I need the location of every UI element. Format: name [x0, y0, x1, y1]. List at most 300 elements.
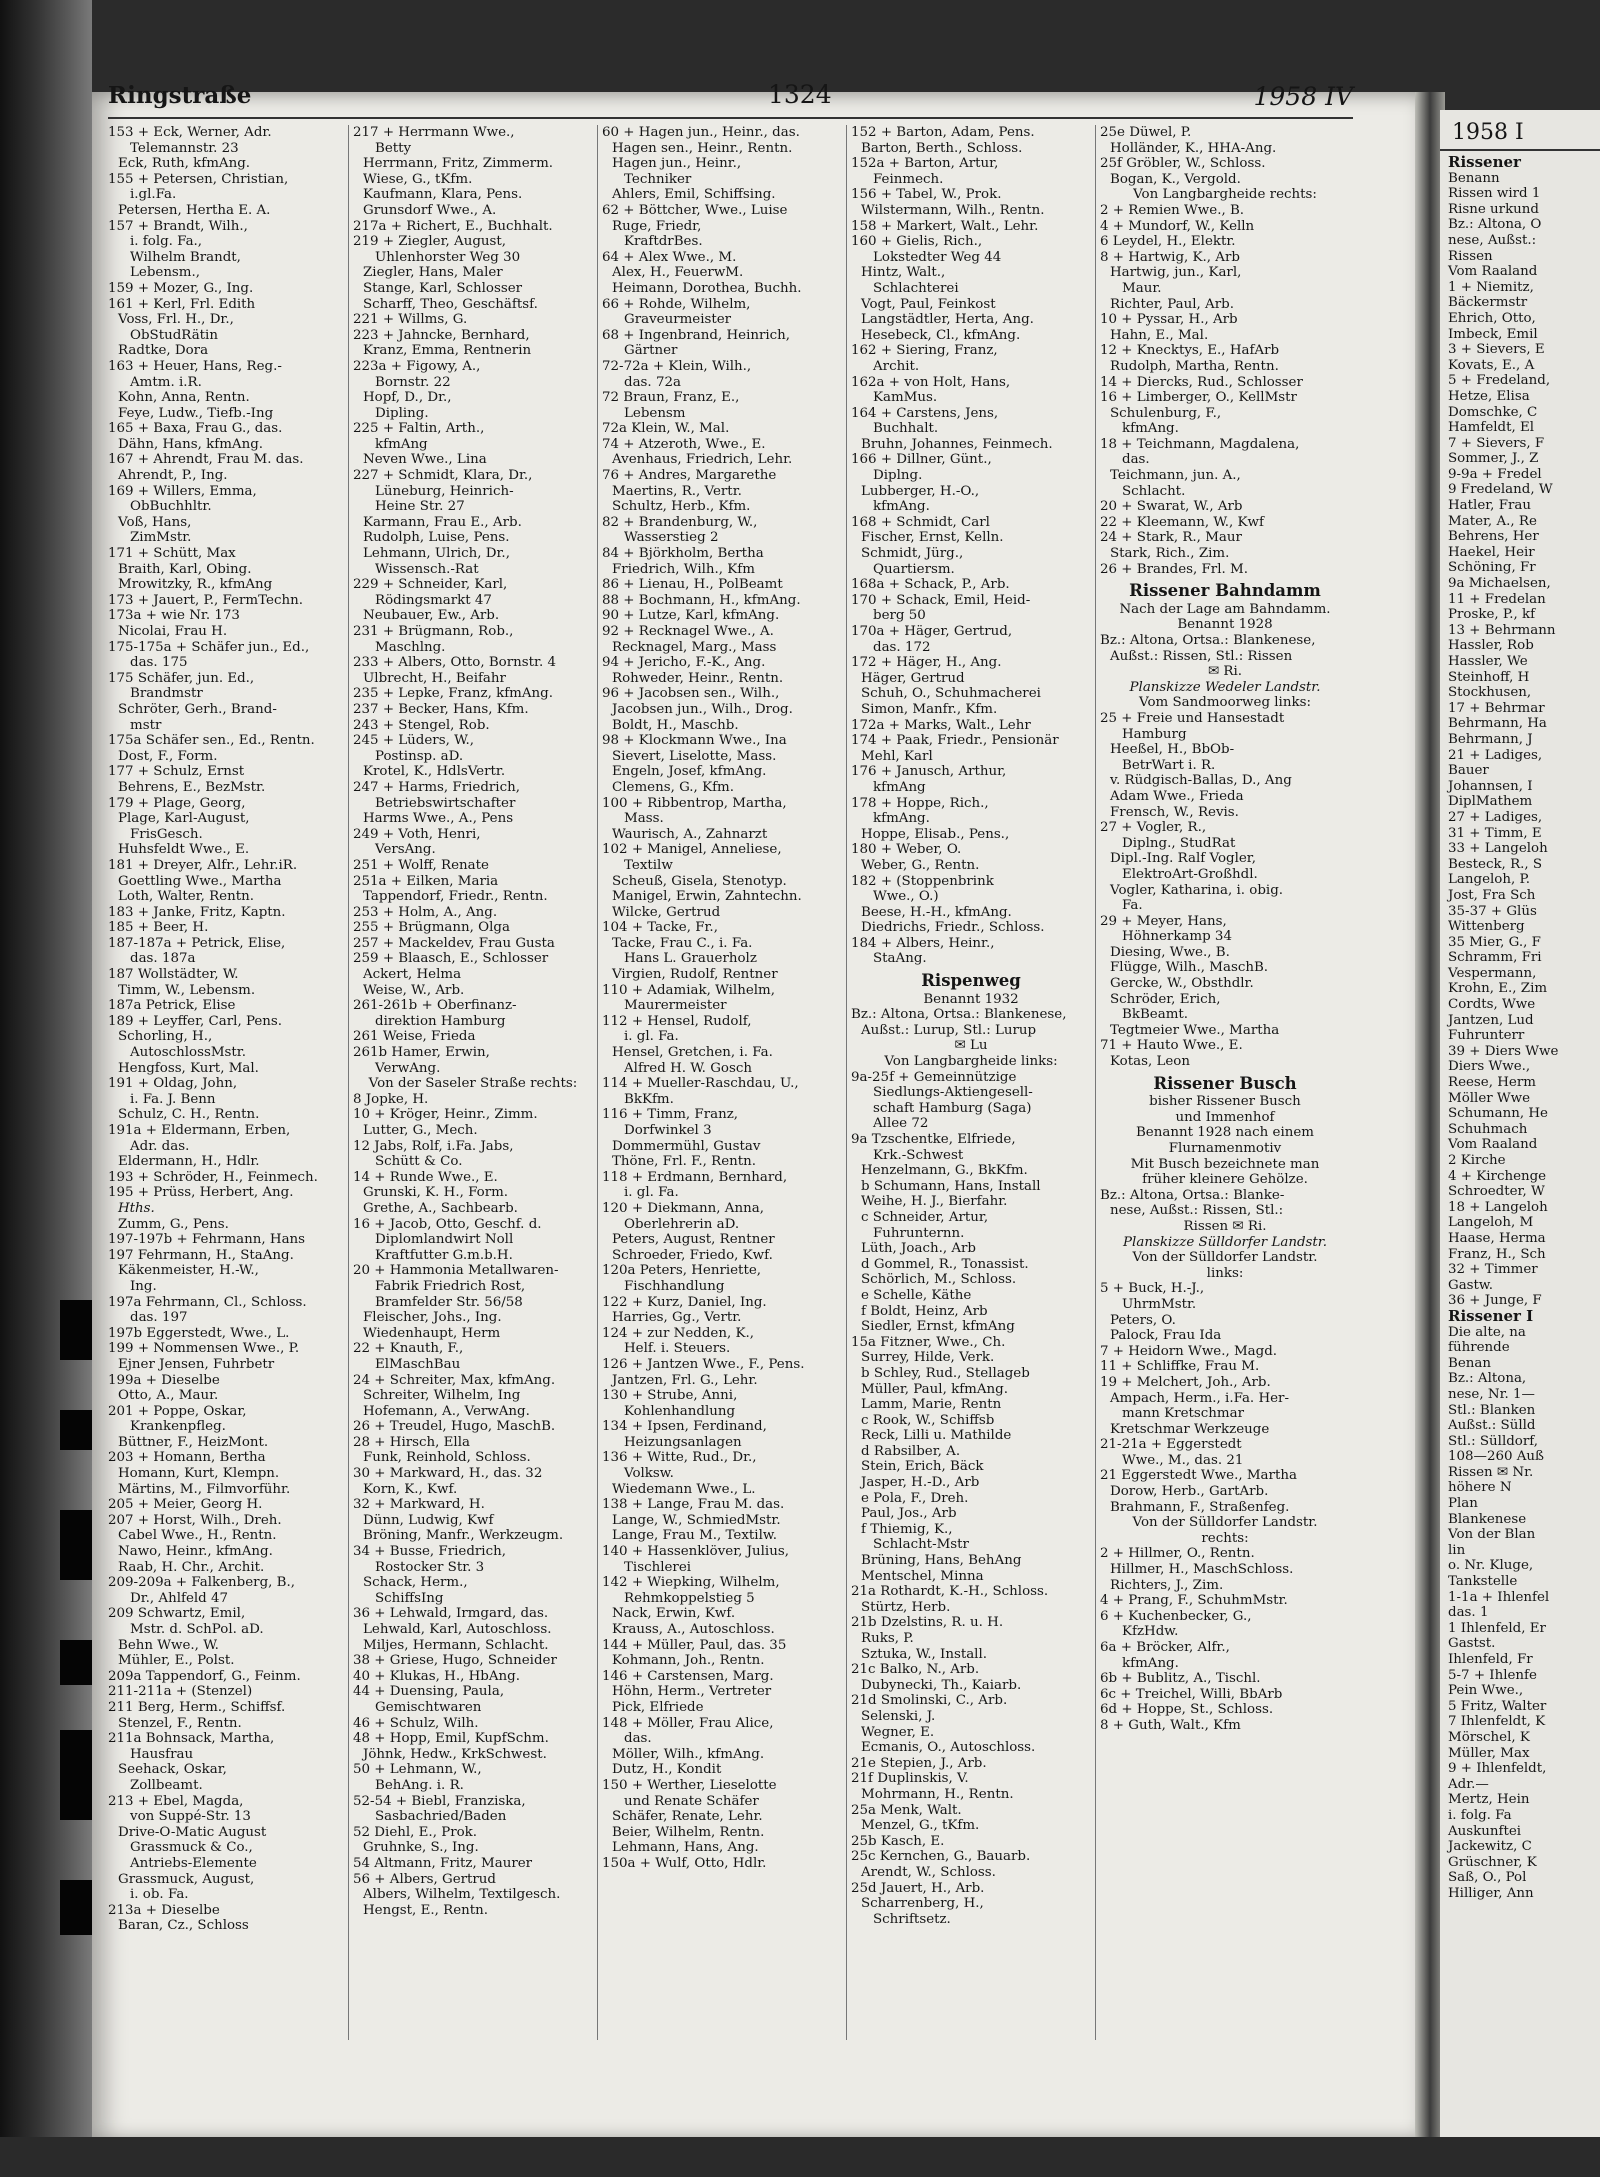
directory-entry: 100 + Ribbentrop, Martha, [602, 795, 787, 811]
directory-entry: Krauss, A., Autoschloss. [612, 1622, 775, 1637]
directory-entry: Müller, Paul, kfmAng. [861, 1381, 1008, 1397]
directory-entry: direktion Hamburg [375, 1013, 506, 1029]
directory-entry: Nicolai, Frau H. [118, 624, 228, 639]
directory-entry: Lutter, G., Mech. [363, 1123, 478, 1138]
directory-entry: Dorfwinkel 3 [624, 1123, 712, 1138]
directory-entry: Friedrich, Wilh., Kfm [612, 561, 755, 577]
directory-entry: das. 187a [130, 951, 196, 967]
page-number: 1324 [768, 80, 832, 109]
directory-entry: 21-21a + Eggerstedt [1100, 1437, 1242, 1453]
directory-entry: Flügge, Wilh., MaschB. [1110, 960, 1269, 976]
section-note: ✉ Ri. [1207, 664, 1243, 680]
directory-entry: Techniker [624, 171, 692, 187]
directory-entry: Kranz, Emma, Rentnerin [363, 343, 532, 359]
directory-entry: b Schley, Rud., Stellageb [861, 1365, 1030, 1381]
directory-entry: ObStudRätin [130, 327, 218, 343]
directory-entry: Hoppe, Elisab., Pens., [861, 826, 1010, 842]
column-divider [348, 125, 349, 2040]
directory-entry: Diedrichs, Friedr., Schloss. [861, 920, 1045, 936]
directory-entry: Märtins, M., Filmvorführ. [118, 1481, 291, 1497]
directory-entry: nese, Nr. 1— [1448, 1386, 1535, 1402]
directory-entry: Lamm, Marie, Rentn [861, 1397, 1002, 1413]
directory-entry: 8 + Guth, Walt., Kfm [1100, 1717, 1241, 1733]
directory-entry: Kaufmann, Klara, Pens. [363, 187, 523, 203]
directory-entry: Benann [1448, 170, 1500, 186]
directory-entry: 4 + Kirchenge [1448, 1168, 1547, 1184]
directory-entry: Mater, A., Re [1448, 513, 1537, 529]
directory-entry: Grunski, K. H., Form. [363, 1185, 509, 1201]
directory-entry: Proske, P., kf [1448, 607, 1536, 623]
directory-entry: AutoschlossMstr. [130, 1045, 246, 1061]
directory-entry: Goettling Wwe., Martha [118, 873, 282, 889]
directory-entry: nese, Außst.: Rissen, Stl.: [1110, 1203, 1284, 1219]
directory-entry: Braith, Karl, Obing. [118, 561, 252, 577]
section-note: Von der Saseler Straße rechts: [368, 1076, 578, 1092]
directory-entry: 32 + Markward, H. [353, 1497, 485, 1513]
directory-entry: Lubberger, H.-O., [861, 483, 980, 499]
directory-entry: Schulz, C. H., Rentn. [118, 1107, 260, 1123]
directory-entry: Hatler, Frau [1448, 498, 1531, 514]
directory-entry: Außst.: Lurup, Stl.: Lurup [861, 1022, 1037, 1038]
directory-entry: 209a Tappendorf, G., Feinm. [108, 1668, 301, 1684]
directory-entry: Tankstelle [1448, 1574, 1518, 1590]
directory-entry: Stark, Rich., Zim. [1110, 546, 1230, 562]
directory-entry: Wegner, E. [861, 1724, 935, 1740]
directory-entry: Schultz, Herb., Kfm. [612, 499, 751, 515]
directory-entry: Auskunftei [1448, 1823, 1522, 1839]
directory-entry: Stl.: Sülldorf, [1448, 1433, 1538, 1449]
directory-entry: kfmAng. [1122, 1655, 1179, 1671]
directory-entry: Timm, W., Lebensm. [118, 982, 256, 998]
directory-entry: Weber, G., Rentn. [861, 857, 980, 873]
directory-entry: Feinmech. [873, 171, 944, 187]
directory-entry: Bz.: Altona, Ortsa.: Blankenese, [851, 1007, 1067, 1023]
directory-entry: Plan [1448, 1496, 1478, 1512]
directory-entry: Lüneburg, Heinrich- [375, 483, 514, 499]
directory-entry: 12 Jabs, Rolf, i.Fa. Jabs, [353, 1138, 514, 1154]
directory-entry: 30 + Markward, H., das. 32 [353, 1466, 543, 1482]
directory-entry: 211a Bohnsack, Martha, [108, 1731, 275, 1747]
directory-entry: Siedler, Ernst, kfmAng [861, 1319, 1015, 1335]
directory-entry: Ejner Jensen, Fuhrbetr [118, 1356, 275, 1372]
directory-entry: Loth, Walter, Rentn. [118, 889, 254, 905]
directory-entry: Schmidt, Jürg., [861, 546, 964, 562]
directory-entry: Hillmer, H., MaschSchloss. [1110, 1562, 1294, 1578]
directory-entry: mstr [130, 717, 162, 733]
directory-entry: 66 + Rohde, Wilhelm, [602, 296, 751, 312]
directory-entry: 159 + Mozer, G., Ing. [108, 280, 254, 296]
directory-entry: Feye, Ludw., Tiefb.-Ing [118, 405, 274, 421]
directory-entry: Möller, Wilh., kfmAng. [612, 1746, 765, 1762]
directory-entry: Heimann, Dorothea, Buchh. [612, 280, 802, 296]
directory-entry: 31 + Timm, E [1448, 825, 1542, 841]
directory-entry: 6 + Kuchenbecker, G., [1100, 1608, 1252, 1624]
directory-entry: ObBuchhltr. [130, 499, 212, 515]
directory-entry: Fabrik Friedrich Rost, [375, 1278, 526, 1294]
directory-entry: Raab, H. Chr., Archit. [118, 1559, 265, 1575]
directory-entry: Uhlenhorster Weg 30 [375, 249, 521, 265]
directory-entry: Bäckermstr [1448, 295, 1528, 311]
directory-entry: Höhnerkamp 34 [1122, 929, 1232, 945]
directory-entry: Clemens, G., Kfm. [612, 779, 734, 795]
directory-entry: Surrey, Hilde, Verk. [861, 1350, 995, 1366]
directory-entry: Antriebs-Elemente [130, 1855, 257, 1871]
directory-entry: Fuhrunterr [1448, 1028, 1525, 1044]
directory-entry: Fischer, Ernst, Kelln. [861, 530, 1004, 546]
directory-entry: FrisGesch. [130, 826, 203, 842]
directory-entry: Jackewitz, C [1448, 1839, 1532, 1855]
directory-entry: Rödingsmarkt 47 [375, 592, 492, 608]
directory-entry: Wittenberg [1448, 919, 1525, 935]
directory-entry: Maur. [1122, 280, 1162, 296]
directory-entry: Ruks, P. [861, 1631, 914, 1646]
directory-entry: 21b Dzelstins, R. u. H. [851, 1615, 1004, 1631]
directory-entry: 231 + Brügmann, Rob., [353, 624, 514, 639]
directory-entry: 156 + Tabel, W., Prok. [851, 187, 1002, 203]
directory-entry: Neven Wwe., Lina [363, 452, 487, 468]
directory-entry: 120a Peters, Henriette, [602, 1263, 762, 1279]
directory-entry: 5 + Fredeland, [1448, 373, 1551, 389]
directory-entry: 175 Schäfer, jun. Ed., [108, 670, 255, 686]
directory-entry: 209-209a + Falkenberg, B., [108, 1575, 296, 1591]
directory-entry: 17 + Behrmar [1448, 700, 1545, 716]
directory-entry: 9 + Ihlenfeldt, [1448, 1761, 1547, 1777]
directory-entry: Dubynecki, Th., Kaiarb. [861, 1677, 1022, 1693]
directory-entry: 164 + Carstens, Jens, [851, 405, 999, 421]
directory-entry: BetrWart i. R. [1122, 757, 1216, 773]
directory-entry: Schroeder, Friedo, Kwf. [612, 1247, 773, 1263]
section-note: Vom Sandmoorweg links: [1139, 695, 1311, 711]
directory-entry: 195 + Prüss, Herbert, Ang. [108, 1185, 294, 1201]
directory-entry: Stl.: Blanken [1448, 1402, 1536, 1418]
directory-entry: 142 + Wiepking, Wilhelm, [602, 1575, 780, 1591]
directory-entry: c Schneider, Artur, [861, 1209, 989, 1225]
directory-entry: ZimMstr. [130, 530, 192, 546]
directory-entry: Schreiter, Wilhelm, Ing [363, 1388, 521, 1404]
directory-entry: Kohn, Anna, Rentn. [118, 390, 250, 406]
directory-entry: Schramm, Fri [1448, 950, 1542, 966]
directory-entry: 205 + Meier, Georg H. [108, 1497, 263, 1513]
directory-entry: Telemannstr. 23 [130, 140, 239, 156]
directory-entry: Diesing, Wwe., B. [1110, 944, 1230, 960]
section-note: Flurnamenmotiv [1168, 1141, 1282, 1156]
directory-entry: Schriftsetz. [873, 1911, 951, 1927]
directory-entry: Domschke, C [1448, 404, 1538, 420]
directory-entry: 126 + Jantzen Wwe., F., Pens. [602, 1356, 805, 1372]
directory-entry: Stange, Karl, Schlosser [363, 280, 523, 296]
directory-entry: ElMaschBau [375, 1356, 461, 1372]
directory-entry: Hamburg [1122, 726, 1187, 742]
street-heading: Rissener I [1448, 1306, 1534, 1325]
directory-entry: 247 + Harms, Friedrich, [353, 779, 520, 795]
directory-entry: Kretschmar Werkzeuge [1110, 1421, 1270, 1437]
directory-entry: Fuhrunternn. [873, 1225, 965, 1241]
directory-entry: 221 + Willms, G. [353, 312, 468, 328]
directory-entry: Zumm, G., Pens. [118, 1216, 229, 1232]
directory-entry: Schöning, Fr [1448, 560, 1536, 576]
directory-entry: 5-7 + Ihlenfe [1448, 1667, 1537, 1683]
directory-entry: Menzel, G., tKfm. [861, 1818, 980, 1834]
directory-entry: Lokstedter Weg 44 [873, 249, 1002, 265]
directory-entry: Brüning, Hans, BehAng [861, 1553, 1022, 1569]
directory-entry: Schlacht. [1122, 483, 1186, 499]
directory-entry: Wilstermann, Wilh., Rentn. [861, 202, 1045, 218]
directory-entry: Brahmann, F., Straßenfeg. [1110, 1499, 1290, 1515]
directory-entry: Möller Wwe [1448, 1090, 1531, 1106]
directory-entry: Wiese, G., tKfm. [363, 171, 473, 187]
directory-entry: 197a Fehrmann, Cl., Schloss. [108, 1294, 307, 1310]
directory-entry: Stenzel, F., Rentn. [118, 1715, 242, 1731]
directory-entry: 9a Michaelsen, [1448, 576, 1551, 592]
right-page-rule [1440, 149, 1600, 151]
directory-entry: 25b Kasch, E. [851, 1833, 945, 1849]
directory-entry: 2 + Hillmer, O., Rentn. [1100, 1546, 1255, 1562]
directory-entry: Vom Raaland [1448, 264, 1538, 280]
directory-entry: 209 Schwartz, Emil, [108, 1606, 246, 1622]
directory-entry: 27 + Vogler, R., [1100, 820, 1207, 836]
directory-entry: 48 + Hopp, Emil, KupfSchm. [353, 1731, 549, 1747]
directory-entry: 36 + Junge, F [1448, 1293, 1542, 1309]
directory-entry: 9-9a + Fredel [1448, 466, 1542, 482]
section-note: rechts: [1201, 1530, 1249, 1546]
directory-entry: Seehack, Oskar, [118, 1762, 227, 1778]
directory-entry: Hahn, E., Mal. [1110, 327, 1209, 343]
directory-entry: 74 + Atzeroth, Wwe., E. [602, 436, 766, 452]
directory-entry: 72a Klein, W., Mal. [602, 421, 730, 437]
directory-entry: 213 + Ebel, Magda, [108, 1793, 244, 1809]
directory-entry: Lüth, Joach., Arb [861, 1241, 976, 1257]
directory-entry: mann Kretschmar [1122, 1406, 1244, 1422]
directory-entry: Diplomlandwirt Noll [375, 1232, 514, 1248]
directory-entry: Bröning, Manfr., Werkzeugm. [363, 1528, 564, 1544]
directory-entry: das. [1122, 452, 1150, 468]
directory-entry: 104 + Tacke, Fr., [602, 920, 718, 936]
directory-entry: 257 + Mackeldev, Frau Gusta [353, 935, 555, 951]
directory-entry: 68 + Ingenbrand, Heinrich, [602, 327, 791, 343]
directory-entry: Stein, Erich, Bäck [861, 1459, 984, 1475]
directory-entry: das. 175 [130, 655, 188, 671]
directory-entry: Eldermann, H., Hdlr. [118, 1154, 260, 1170]
directory-entry: Hths. [118, 1200, 155, 1216]
directory-entry: f Boldt, Heinz, Arb [861, 1303, 988, 1319]
directory-entry: Bz.: Altona, O [1448, 217, 1542, 233]
directory-entry: Holländer, K., HHA-Ang. [1110, 140, 1277, 156]
directory-entry: Betriebswirtschafter [375, 795, 516, 811]
directory-entry: Hintz, Walt., [861, 265, 946, 281]
directory-entry: 76 + Andres, Margarethe [602, 468, 777, 484]
directory-entry: 134 + Ipsen, Ferdinand, [602, 1419, 767, 1435]
directory-entry: 187 Wollstädter, W. [108, 967, 239, 983]
directory-entry: Krotel, K., HdlsVertr. [363, 764, 506, 780]
directory-entry: 1-1a + Ihlenfel [1448, 1589, 1550, 1605]
page-year: 1958 IV [1253, 82, 1353, 111]
directory-entry: Bz.: Altona, Ortsa.: Blankenese, [1100, 633, 1316, 648]
directory-entry: 245 + Lüders, W., [353, 733, 475, 749]
right-page [1440, 110, 1600, 2140]
directory-entry: 146 + Carstensen, Marg. [602, 1668, 774, 1684]
directory-entry: 7 + Sievers, F [1448, 435, 1545, 451]
directory-entry: Adr.— [1448, 1776, 1489, 1792]
directory-entry: 199 + Nommensen Wwe., P. [108, 1341, 300, 1357]
directory-entry: Heine Str. 27 [375, 499, 465, 515]
directory-entry: Höhn, Herm., Vertreter [612, 1684, 772, 1700]
directory-entry: Grethe, A., Sachbearb. [363, 1200, 518, 1216]
directory-entry: Reese, Herm [1448, 1075, 1536, 1091]
directory-entry: SchiffsIng [375, 1590, 444, 1606]
directory-entry: 261-261b + Oberfinanz- [353, 998, 517, 1014]
directory-entry: Hilliger, Ann [1448, 1885, 1534, 1901]
directory-entry: Cabel Wwe., H., Rentn. [118, 1528, 277, 1544]
directory-entry: 26 + Treudel, Hugo, MaschB. [353, 1419, 556, 1435]
directory-entry: Schumann, He [1448, 1106, 1548, 1122]
directory-entry: Siedlungs-Aktiengesell- [873, 1085, 1033, 1101]
directory-entry: 14 + Runde Wwe., E. [353, 1169, 498, 1185]
directory-entry: 227 + Schmidt, Klara, Dr., [353, 468, 533, 484]
directory-entry: StaAng. [873, 951, 927, 967]
section-note: Planskizze Sülldorfer Landstr. [1123, 1234, 1327, 1250]
directory-entry: 21f Duplinskis, V. [851, 1771, 969, 1787]
directory-entry: Fa. [1122, 898, 1143, 914]
directory-entry: 235 + Lepke, Franz, kfmAng. [353, 686, 553, 702]
directory-entry: i.gl.Fa. [130, 187, 177, 203]
directory-entry: Selenski, J. [861, 1708, 936, 1724]
section-note: und Immenhof [1175, 1109, 1275, 1125]
directory-entry: 26 + Brandes, Frl. M. [1100, 561, 1248, 577]
directory-entry: Tischlerei [624, 1559, 692, 1575]
header-rule [108, 117, 1353, 119]
directory-entry: 4 + Prang, F., SchuhmMstr. [1100, 1593, 1288, 1609]
directory-entry: Ing. [130, 1278, 157, 1294]
directory-entry: 62 + Böttcher, Wwe., Luise [602, 202, 788, 218]
directory-entry: 182 + (Stoppenbrink [851, 873, 994, 889]
directory-entry: Krankenpfleg. [130, 1419, 226, 1435]
directory-entry: 162a + von Holt, Hans, [851, 374, 1011, 390]
section-note: Benannt 1928 [1177, 617, 1273, 633]
directory-entry: Gemischtwaren [375, 1699, 482, 1715]
directory-entry: Imbeck, Emil [1448, 326, 1538, 342]
directory-entry: Zollbeamt. [130, 1777, 203, 1793]
directory-entry: 25a Menk, Walt. [851, 1802, 962, 1818]
street-heading: Rispenweg [921, 971, 1021, 991]
directory-entry: Blankenese [1448, 1511, 1527, 1527]
directory-entry: Rudolph, Luise, Pens. [363, 530, 510, 546]
directory-entry: 219 + Ziegler, August, [353, 234, 507, 250]
directory-entry: 184 + Albers, Heinr., [851, 935, 995, 951]
directory-entry: 108—260 Auß [1448, 1449, 1545, 1465]
directory-entry: 181 + Dreyer, Alfr., Lehr.iR. [108, 857, 298, 873]
directory-entry: Haase, Herma [1448, 1230, 1546, 1246]
directory-entry: 94 + Jericho, F.-K., Ang. [602, 655, 766, 671]
directory-entry: Alfred H. W. Gosch [624, 1060, 752, 1076]
directory-entry: 207 + Horst, Wilh., Dreh. [108, 1512, 282, 1528]
directory-entry: 157 + Brandt, Wilh., [108, 218, 248, 234]
directory-entry: Otto, A., Maur. [118, 1388, 219, 1404]
street-heading: Rissener Bahndamm [1129, 581, 1321, 601]
right-page-header: 1958 I [1452, 120, 1524, 145]
directory-entry: Ahrendt, P., Ing. [118, 468, 228, 484]
section-note: ✉ Lu [954, 1038, 988, 1054]
directory-entry: Lebensm [624, 405, 686, 421]
directory-entry: Hengfoss, Kurt, Mal. [118, 1060, 259, 1076]
directory-entry: 88 + Bochmann, H., kfmAng. [602, 592, 801, 608]
directory-entry: Ziegler, Hans, Maler [363, 265, 503, 281]
section-note: Benannt 1932 [923, 991, 1019, 1007]
directory-entry: Langeloh, M [1448, 1215, 1534, 1231]
directory-entry: Harms Wwe., A., Pens [363, 811, 514, 827]
directory-entry: 172 + Häger, H., Ang. [851, 655, 1002, 671]
directory-entry: Hengst, E., Rentn. [363, 1902, 489, 1918]
directory-entry: 102 + Manigel, Anneliese, [602, 842, 782, 858]
directory-entry: Maertins, R., Vertr. [612, 483, 742, 499]
directory-entry: 35 Mier, G., F [1448, 934, 1541, 950]
directory-entry: 191a + Eldermann, Erben, [108, 1123, 291, 1138]
directory-entry: i. ob. Fa. [130, 1887, 189, 1903]
directory-entry: d Gommel, R., Tonassist. [861, 1256, 1029, 1272]
directory-entry: 15a Fitzner, Wwe., Ch. [851, 1334, 1006, 1350]
directory-entry: 7 Ihlenfeldt, K [1448, 1714, 1546, 1730]
directory-entry: Boldt, H., Maschb. [612, 717, 739, 733]
directory-entry: 136 + Witte, Rud., Dr., [602, 1450, 757, 1466]
directory-entry: 158 + Markert, Walt., Lehr. [851, 218, 1039, 234]
directory-entry: Brandmstr [130, 686, 203, 702]
directory-entry: Heizungsanlagen [624, 1434, 742, 1450]
directory-entry: 162 + Siering, Franz, [851, 343, 998, 359]
directory-entry: Mehl, Karl [861, 748, 933, 764]
directory-entry: Diplng., StudRat [1122, 835, 1236, 851]
directory-entry: 130 + Strube, Anni, [602, 1388, 738, 1404]
directory-entry: 197b Eggerstedt, Wwe., L. [108, 1325, 290, 1341]
directory-entry: Besteck, R., S [1448, 856, 1543, 872]
directory-entry: Schröder, Erich, [1110, 991, 1221, 1007]
directory-entry: Richters, J., Zim. [1110, 1577, 1224, 1593]
directory-entry: 24 + Schreiter, Max, kfmAng. [353, 1372, 556, 1388]
directory-entry: 255 + Brügmann, Olga [353, 920, 510, 936]
directory-entry: berg 50 [873, 608, 926, 624]
section-note: Von Langbargheide links: [884, 1054, 1058, 1070]
directory-entry: Archit. [873, 358, 920, 374]
directory-entry: kfmAng [873, 779, 926, 795]
directory-entry: Büttner, F., HeizMont. [118, 1434, 269, 1450]
directory-entry: 120 + Diekmann, Anna, [602, 1200, 764, 1216]
directory-entry: 259 + Blaasch, E., Schlosser [353, 951, 549, 967]
directory-entry: 64 + Alex Wwe., M. [602, 249, 737, 265]
directory-entry: 18 + Langeloh [1448, 1199, 1548, 1215]
directory-entry: Adam Wwe., Frieda [1110, 788, 1244, 804]
directory-entry: 114 + Mueller-Raschdau, U., [602, 1076, 799, 1092]
directory-entry: Krk.-Schwest [873, 1147, 964, 1163]
directory-entry: Schulenburg, F., [1110, 405, 1222, 421]
directory-entry: Kohlenhandlung [624, 1403, 736, 1419]
directory-entry: schaft Hamburg (Saga) [873, 1100, 1032, 1116]
directory-entry: Rissen wird 1 [1448, 186, 1541, 202]
directory-entry: Hesebeck, Cl., kfmAng. [861, 327, 1021, 343]
directory-entry: Diplng. [873, 468, 923, 484]
directory-entry: Rudolph, Martha, Rentn. [1110, 358, 1279, 374]
directory-entry: Peters, O. [1110, 1312, 1176, 1328]
directory-entry: 40 + Klukas, H., HbAng. [353, 1668, 520, 1684]
directory-entry: Hassler, We [1448, 654, 1528, 669]
directory-entry: Stürtz, Herb. [861, 1599, 951, 1615]
directory-entry: 152a + Barton, Artur, [851, 156, 999, 172]
directory-entry: Thöne, Frl. F., Rentn. [612, 1154, 757, 1170]
directory-entry: Vogler, Katharina, i. obig. [1110, 882, 1284, 898]
directory-entry: Paul, Jos., Arb [861, 1506, 957, 1522]
directory-entry: Barton, Berth., Schloss. [861, 140, 1023, 156]
directory-entry: Risne urkund [1448, 201, 1540, 217]
directory-entry: 197 Fehrmann, H., StaAng. [108, 1247, 294, 1263]
directory-entry: Avenhaus, Friedrich, Lehr. [612, 452, 793, 468]
directory-entry: 25c Kernchen, G., Bauarb. [851, 1849, 1031, 1865]
